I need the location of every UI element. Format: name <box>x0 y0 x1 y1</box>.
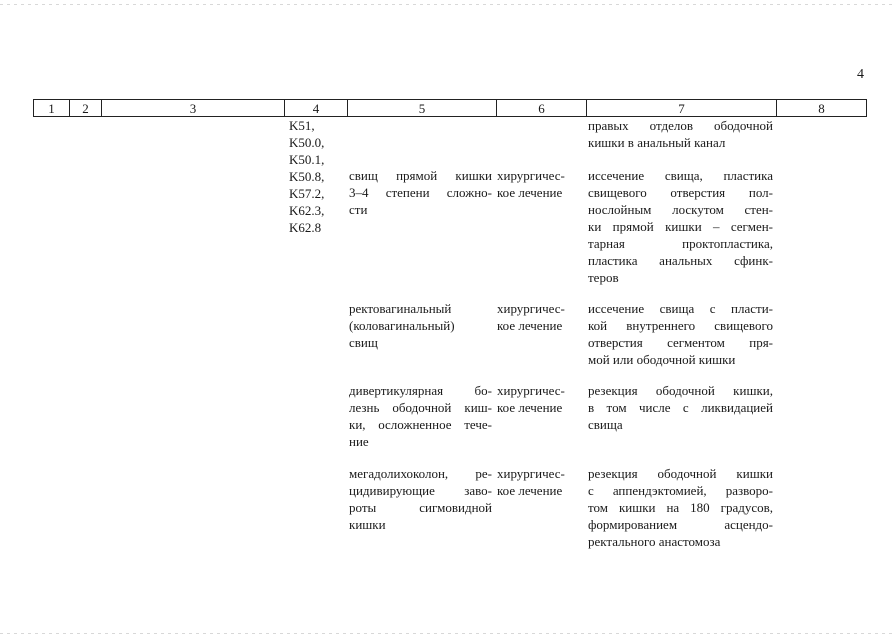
text-line: ректовагинальный <box>349 301 452 316</box>
text-line: кое лечение <box>497 483 563 498</box>
text-line: мой или ободочной кишки <box>588 352 736 367</box>
text-line: резекция ободочной кишки <box>588 466 773 481</box>
row-2-model <box>349 300 492 351</box>
header-col-8: 8 <box>777 100 867 117</box>
text-line: ки прямой кишки – сегмен- <box>588 219 773 234</box>
text-line: роты сигмовидной <box>349 500 492 515</box>
text-line: тарная проктопластика, <box>588 236 773 251</box>
text-line: кишки в анальный канал <box>588 135 726 150</box>
row-2-treatment-method <box>588 300 773 368</box>
text-line: хирургичес- <box>497 466 565 481</box>
header-col-3: 3 <box>102 100 285 117</box>
row-4-treatment-method <box>588 465 773 550</box>
scan-edge-bottom <box>0 633 893 634</box>
text-line: свищевого отверстия пол- <box>588 185 773 200</box>
row-1-treatment-method <box>588 167 773 286</box>
text-line: ректального анастомоза <box>588 534 721 549</box>
text-line: дивертикулярная бо- <box>349 383 492 398</box>
icd-code: K51, <box>289 118 315 133</box>
text-line: в том числе с ликвидацией <box>588 400 773 415</box>
text-line: пластика анальных сфинк- <box>588 253 773 268</box>
column-number-header <box>33 99 867 117</box>
text-line: иссечение свища с пласти- <box>588 301 773 316</box>
text-line: том кишки на 180 градусов, <box>588 500 773 515</box>
text-line: (коловагинальный) <box>349 318 455 333</box>
text-line: лезнь ободочной киш- <box>349 400 492 415</box>
text-line: теров <box>588 270 619 285</box>
text-line: кое лечение <box>497 318 563 333</box>
text-line: правых отделов ободочной <box>588 118 773 133</box>
header-col-2: 2 <box>70 100 102 117</box>
text-line: ние <box>349 434 369 449</box>
scan-edge-top <box>0 4 893 5</box>
text-line: хирургичес- <box>497 301 565 316</box>
icd-codes <box>289 117 345 236</box>
text-line: мегадолихоколон, ре- <box>349 466 492 481</box>
row-3-treatment-method <box>588 382 773 433</box>
text-line: кишки <box>349 517 386 532</box>
header-col-1: 1 <box>34 100 70 117</box>
row-1-model <box>349 167 492 218</box>
row-1-treatment-type <box>497 167 581 201</box>
icd-code: K57.2, <box>289 186 325 201</box>
icd-code: K50.8, <box>289 169 325 184</box>
icd-code: K62.3, <box>289 203 325 218</box>
text-line: цидивирующие заво- <box>349 483 492 498</box>
text-line: отверстия сегментом пря- <box>588 335 773 350</box>
text-line: кое лечение <box>497 400 563 415</box>
text-line: хирургичес- <box>497 168 565 183</box>
text-line: хирургичес- <box>497 383 565 398</box>
text-line: нослойным лоскутом стен- <box>588 202 773 217</box>
text-line: резекция ободочной кишки, <box>588 383 773 398</box>
row-4-model <box>349 465 492 533</box>
header-col-7: 7 <box>587 100 777 117</box>
text-line: 3–4 степени сложно- <box>349 185 492 200</box>
text-line: кое лечение <box>497 185 563 200</box>
row-2-treatment-type <box>497 300 581 334</box>
row-3-model <box>349 382 492 450</box>
row-3-treatment-type <box>497 382 581 416</box>
icd-code: K62.8 <box>289 220 322 235</box>
text-line: иссечение свища, пластика <box>588 168 773 183</box>
header-col-5: 5 <box>348 100 497 117</box>
continuation-treatment-method <box>588 117 773 151</box>
icd-code: K50.1, <box>289 152 325 167</box>
icd-code: K50.0, <box>289 135 325 150</box>
text-line: формированием асцендо- <box>588 517 773 532</box>
page-number: 4 <box>857 67 864 82</box>
text-line: сти <box>349 202 368 217</box>
header-col-4: 4 <box>285 100 348 117</box>
header-col-6: 6 <box>497 100 587 117</box>
row-4-treatment-type <box>497 465 581 499</box>
text-line: с аппендэктомией, разворо- <box>588 483 773 498</box>
text-line: свищ <box>349 335 378 350</box>
text-line: ки, осложненное тече- <box>349 417 492 432</box>
text-line: кой внутреннего свищевого <box>588 318 773 333</box>
text-line: свищ прямой кишки <box>349 168 492 183</box>
text-line: свища <box>588 417 623 432</box>
